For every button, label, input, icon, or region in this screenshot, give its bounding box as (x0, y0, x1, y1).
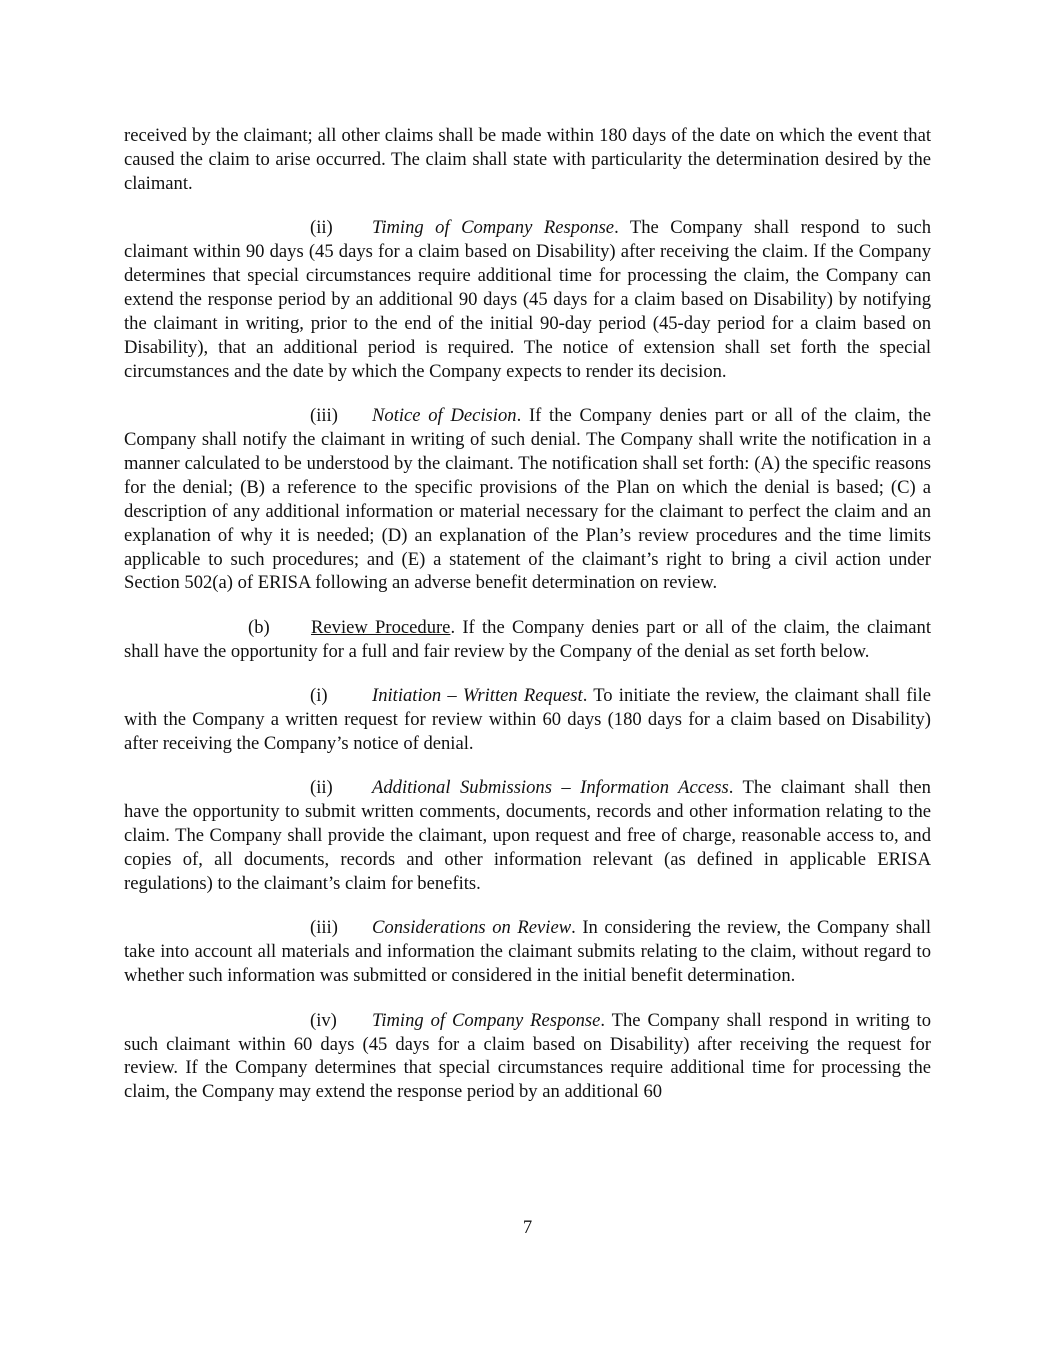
paragraph-body: . To initiate the review, the claimant shall file with the Company a written request for review within 60 days (180 days for a claim based on Disability) after receiving the Company’s notice of denial. (124, 685, 931, 754)
clause-number: (iv) (310, 1009, 337, 1031)
clause-number: (iii) (310, 405, 338, 427)
paragraph-b-iii-considerations (124, 916, 931, 988)
paragraph-b-i-initiation (124, 684, 931, 756)
clause-heading: Initiation – Written Request (372, 685, 583, 707)
paragraph-continuation (124, 124, 931, 196)
paragraph-body: . In considering the review, the Company shall take into account all materials and information the claimant submits relating to the claim, without regard to whether such information was submitted or considered in the initial benefit determination. (124, 917, 932, 987)
clause-heading: Timing of Company Response (372, 217, 615, 239)
clause-number: (iii) (310, 917, 338, 939)
paragraph-b-iv-timing (124, 1009, 931, 1105)
clause-number: (i) (310, 685, 328, 707)
clause-number: (ii) (310, 777, 333, 799)
paragraph-body: . If the Company denies part or all of the claim, the claimant shall have the opportunity for a full and fair review by the Company of the denial as set forth below. (124, 616, 931, 662)
section-heading: Review Procedure (311, 616, 451, 638)
clause-heading: Notice of Decision (372, 405, 517, 427)
page-number: 7 (522, 1217, 533, 1238)
paragraph-body: . If the Company denies part or all of the claim, the Company shall notify the claimant in writing of such denial. The Company shall write the notification in a manner calculated to be understood by the claimant. The notification shall set forth: (A) the specific reasons for the denial; (B) a reference to the specific provisions of the Plan on which the denial is based; (C) a description of any additional information or material necessary for the claimant to perfect the claim and an explanation of why it is needed; (D) an explanation of the Plan’s review procedures and the time limits applicable to such procedures; and (E) a statement of the claimant’s right to bring a civil action under Section 502(a) of ERISA following an adverse benefit determination on review. (124, 405, 931, 594)
section-number: (b) (248, 616, 270, 638)
paragraph-body: . The Company shall respond in writing to such claimant within 60 days (45 days for a claim based on Disability) after receiving the request for review. If the Company determines that special circumstances require additional time for processing the claim, the Company may extend the response period by an additional 60 (124, 1009, 932, 1103)
paragraph-b-review-procedure (124, 616, 931, 664)
paragraph-body: received by the claimant; all other claims shall be made within 180 days of the date on which the event that caused the claim to arise occurred. The claim shall state with particularity the determination desired by the claimant. (124, 125, 931, 194)
paragraph-a-iii-notice (124, 404, 931, 595)
clause-heading: Considerations on Review (372, 917, 572, 939)
document-page (124, 124, 931, 1125)
clause-heading: Additional Submissions – Information Access (372, 777, 729, 799)
clause-heading: Timing of Company Response (372, 1009, 601, 1031)
paragraph-a-ii-timing (124, 216, 931, 383)
paragraph-body: . The Company shall respond to such claimant within 90 days (45 days for a claim based on Disability) after receiving the claim. If the Company determines that special circumstances require additional time for processing the claim, the Company can extend the response period by an additional 90 days (45 days for a claim based on Disability) by notifying the claimant in writing, prior to the end of the initial 90-day period (45-day period for a claim based on Disability), that an additional period is required. The notice of extension shall set forth the special circumstances and the date by which the Company expects to render its decision. (124, 217, 931, 382)
clause-number: (ii) (310, 217, 333, 239)
paragraph-body: . The claimant shall then have the opportunity to submit written comments, documents, records and other information relating to the claim. The Company shall provide the claimant, upon request and free of charge, reasonable access to, and copies of, all documents, records and other information relevant (as defined in applicable ERISA regulations) to the claimant’s claim for benefits. (124, 777, 931, 894)
paragraph-b-ii-submissions (124, 776, 931, 896)
